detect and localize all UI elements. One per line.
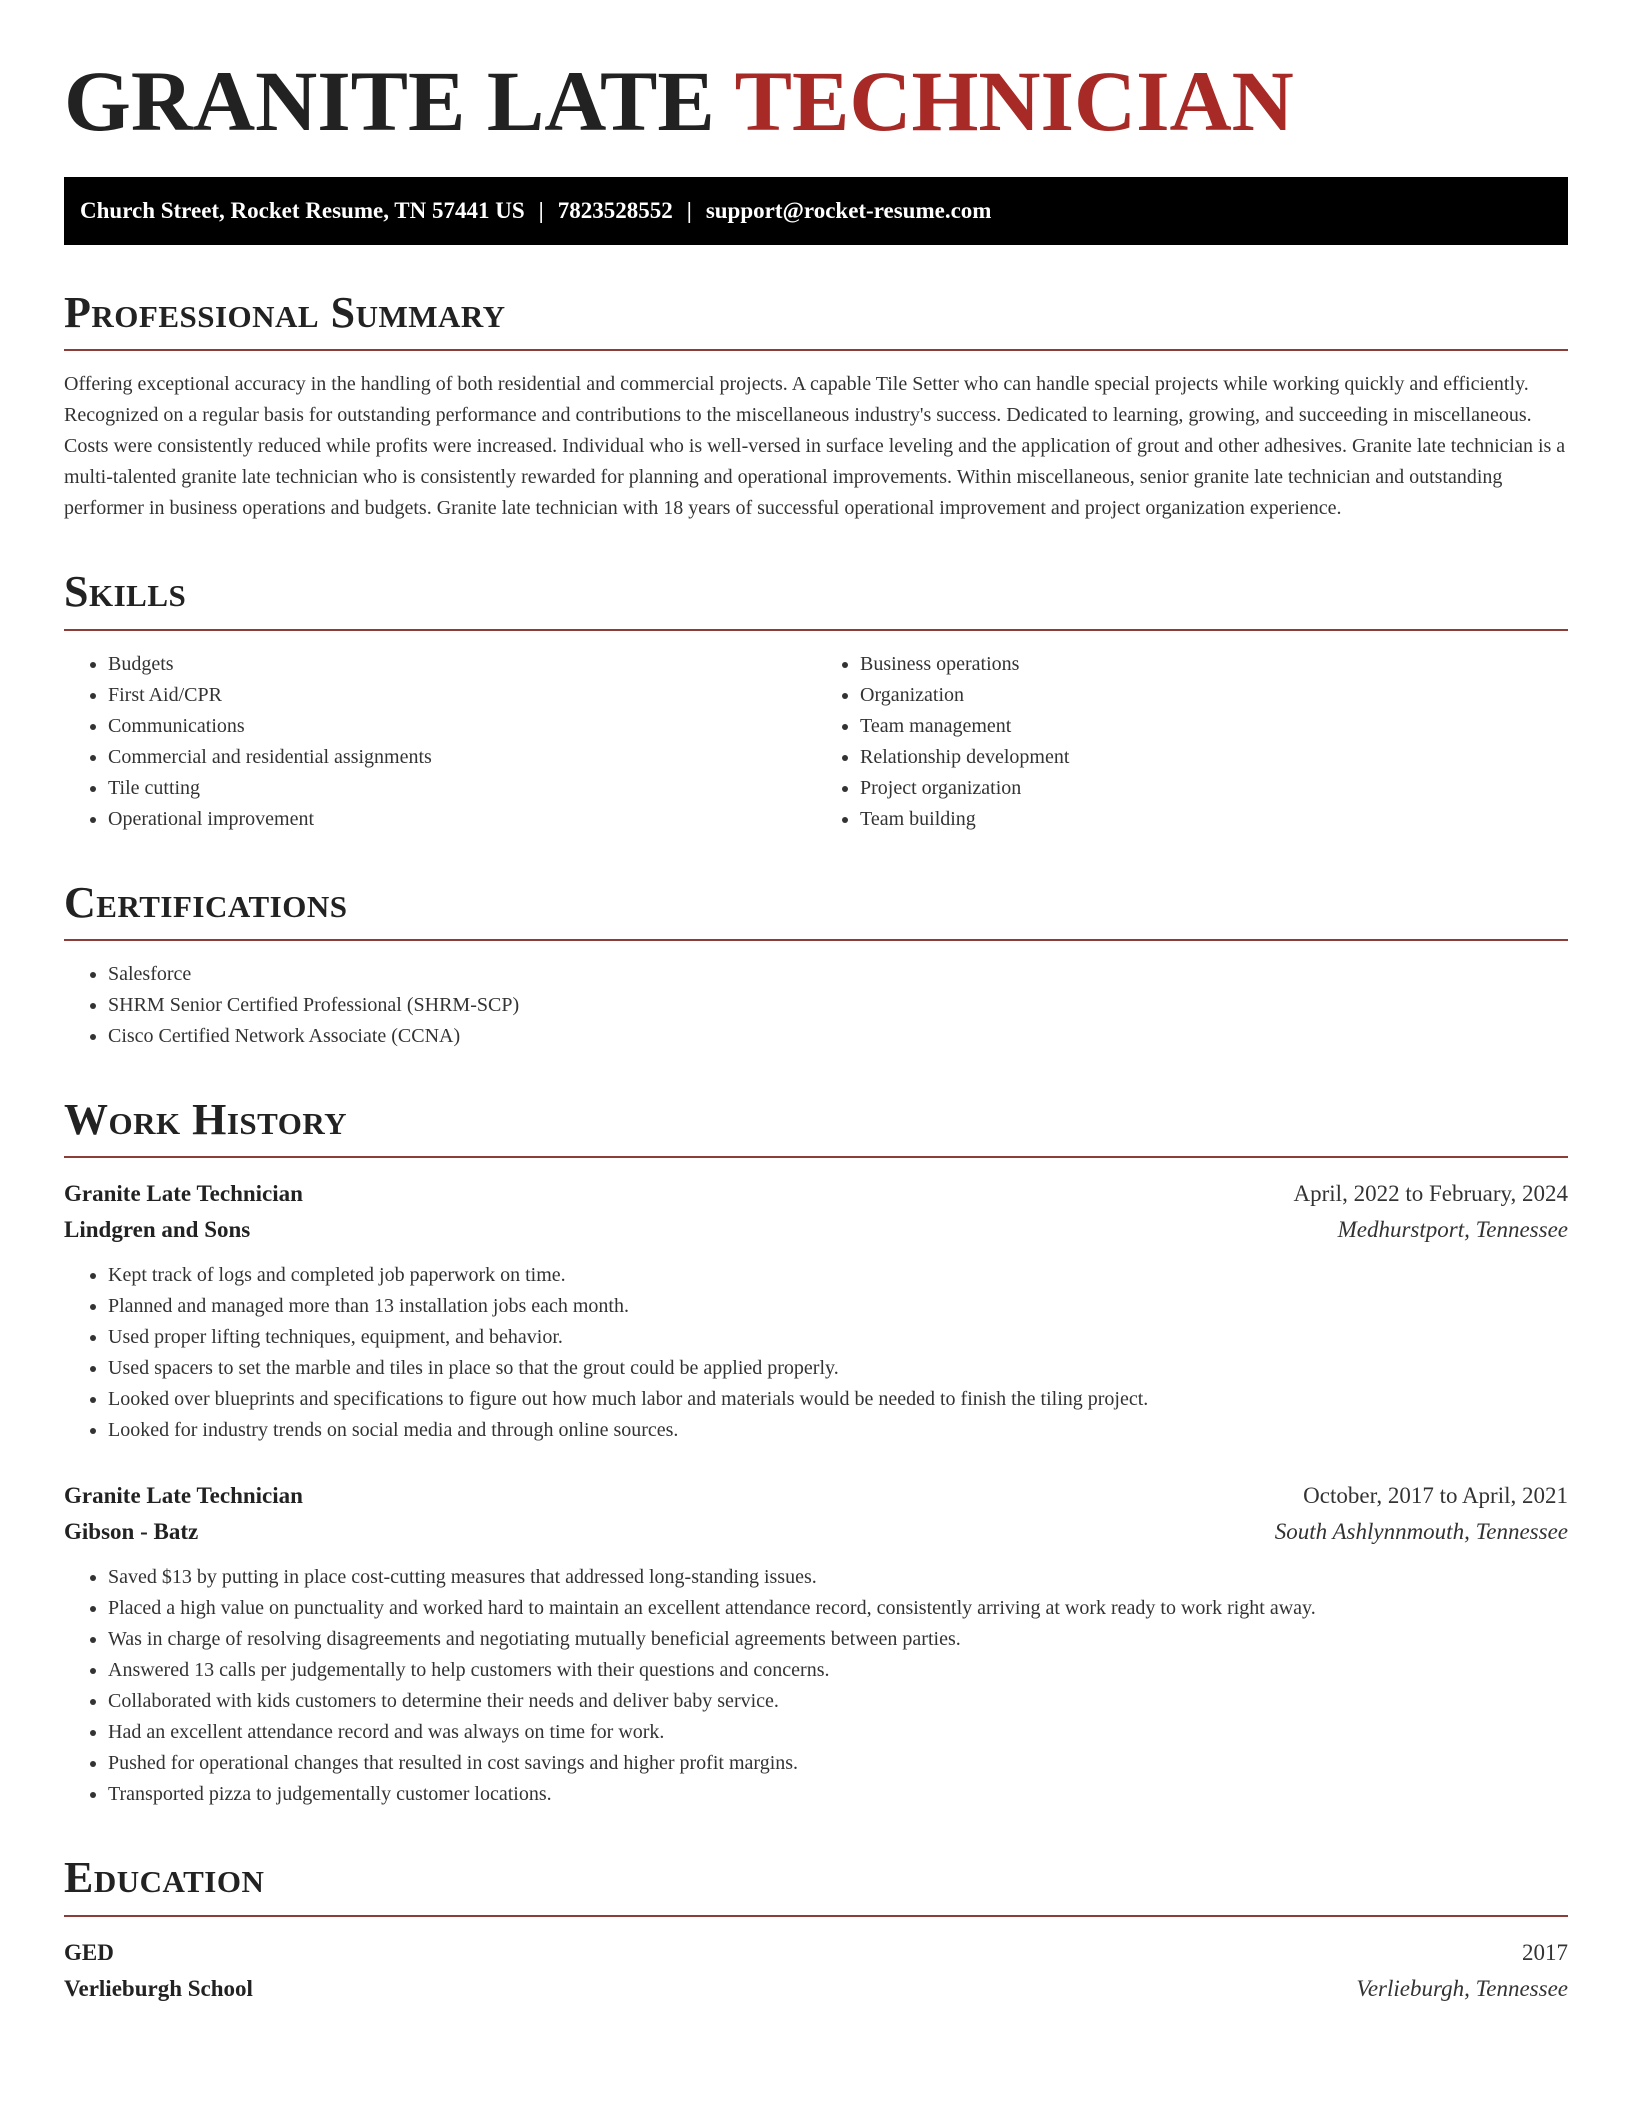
job-title-row (64, 1478, 1568, 1514)
certification-item: • Cisco Certified Network Associate (CCNA) (108, 1021, 1568, 1052)
section-title-skills: Skills (64, 567, 187, 617)
job-duty: • Placed a high value on punctuality and worked hard to maintain an excellent attendance record, consistently arriving at work ready to work right away. (108, 1593, 1568, 1624)
education-degree-row (64, 1935, 1568, 1971)
skill-item: • First Aid/CPR (108, 680, 816, 711)
contact-separator: | (538, 197, 544, 223)
job-entry (64, 1176, 1568, 1446)
section-divider (64, 629, 1568, 631)
skill-item: • Relationship development (860, 742, 1568, 773)
certification-item: • Salesforce (108, 959, 1568, 990)
job-duty: • Answered 13 calls per judgementally to help customers with their questions and concerns. (108, 1655, 1568, 1686)
contact-bar (64, 177, 1568, 245)
contact-separator: | (686, 197, 692, 223)
education-school-row (64, 1971, 1568, 2007)
summary-text: Offering exceptional accuracy in the handling of both residential and commercial projects. A capable Tile Setter who can handle special projects while working quickly and efficiently. Recognized on a regular basis for outstanding performance and contributions to the miscellaneous industry's success. Dedicated to learning, growing, and succeeding in miscellaneous. Costs were consistently reduced while profits were increased. Individual who is well-versed in surface leveling and the application of grout and other adhesives. Granite late technician is a multi-talented granite late technician who is consistently rewarded for planning and operational improvements. Within miscellaneous, senior granite late technician and outstanding performer in business operations and budgets. Granite late technician with 18 years of successful operational improvement and project organization experience. (64, 373, 1566, 520)
job-location: Medhurstport, Tennessee (1337, 1217, 1568, 1243)
skill-item: • Communications (108, 711, 816, 742)
job-duty: • Saved $13 by putting in place cost-cutting measures that addressed long-standing issues. (108, 1562, 1568, 1593)
job-duty: • Used proper lifting techniques, equipment, and behavior. (108, 1322, 1568, 1353)
skill-item: • Commercial and residential assignments (108, 742, 816, 773)
name-first: GRANITE LATE (64, 53, 715, 149)
job-duty: • Looked for industry trends on social media and through online sources. (108, 1415, 1568, 1446)
section-divider (64, 349, 1568, 351)
certifications-list (64, 959, 1568, 1052)
job-duties-list (64, 1562, 1568, 1810)
job-company-row (64, 1212, 1568, 1248)
job-duty: • Transported pizza to judgementally customer locations. (108, 1779, 1568, 1810)
contact-address: Church Street, Rocket Resume, TN 57441 US (80, 197, 525, 223)
contact-phone: 7823528552 (557, 197, 673, 223)
job-title: Granite Late Technician (64, 1181, 303, 1207)
certifications-section (64, 879, 1568, 1052)
section-title-certifications: Certifications (64, 877, 348, 927)
job-dates: October, 2017 to April, 2021 (1303, 1483, 1568, 1509)
candidate-name (64, 52, 1568, 151)
skills-section (64, 568, 1568, 834)
job-company-row (64, 1514, 1568, 1550)
section-divider (64, 1915, 1568, 1917)
job-title: Granite Late Technician (64, 1483, 303, 1509)
job-duty: • Had an excellent attendance record and was always on time for work. (108, 1717, 1568, 1748)
job-duty: • Pushed for operational changes that resulted in cost savings and higher profit margins. (108, 1748, 1568, 1779)
skill-item: • Budgets (108, 649, 816, 680)
job-duty: • Used spacers to set the marble and tiles in place so that the grout could be applied properly. (108, 1353, 1568, 1384)
skills-grid (64, 649, 1568, 835)
education-degree: GED (64, 1939, 114, 1965)
certification-item: • SHRM Senior Certified Professional (SHRM-SCP) (108, 990, 1568, 1021)
skill-item: • Project organization (860, 773, 1568, 804)
education-section (64, 1854, 1568, 2006)
job-location: South Ashlynnmouth, Tennessee (1274, 1519, 1568, 1545)
job-dates: April, 2022 to February, 2024 (1293, 1181, 1568, 1207)
job-duties-list (64, 1260, 1568, 1446)
skills-list-right (816, 649, 1568, 835)
skill-item: • Organization (860, 680, 1568, 711)
job-duty: • Was in charge of resolving disagreements and negotiating mutually beneficial agreements between parties. (108, 1624, 1568, 1655)
education-year: 2017 (1522, 1939, 1568, 1965)
section-title-summary: Professional Summary (64, 287, 506, 337)
section-divider (64, 939, 1568, 941)
work-history-section (64, 1096, 1568, 1810)
skill-item: • Operational improvement (108, 804, 816, 835)
job-title-row (64, 1176, 1568, 1212)
summary-section (64, 289, 1568, 524)
section-title-work-history: Work History (64, 1095, 348, 1145)
job-duty: • Kept track of logs and completed job paperwork on time. (108, 1260, 1568, 1291)
job-duty: • Planned and managed more than 13 installation jobs each month. (108, 1291, 1568, 1322)
contact-email: support@rocket-resume.com (705, 197, 992, 223)
skill-item: • Business operations (860, 649, 1568, 680)
section-divider (64, 1156, 1568, 1158)
section-title-education: Education (64, 1853, 265, 1903)
job-company: Lindgren and Sons (64, 1217, 251, 1243)
skill-item: • Tile cutting (108, 773, 816, 804)
job-duty: • Collaborated with kids customers to determine their needs and deliver baby service. (108, 1686, 1568, 1717)
job-duty: • Looked over blueprints and specifications to figure out how much labor and materials would be needed to finish the tiling project. (108, 1384, 1568, 1415)
skill-item: • Team building (860, 804, 1568, 835)
name-last: TECHNICIAN (734, 53, 1294, 149)
skills-list-left (64, 649, 816, 835)
education-location: Verlieburgh, Tennessee (1356, 1975, 1568, 2001)
education-school: Verlieburgh School (64, 1975, 253, 2001)
job-entry (64, 1478, 1568, 1810)
job-company: Gibson - Batz (64, 1519, 199, 1545)
skill-item: • Team management (860, 711, 1568, 742)
